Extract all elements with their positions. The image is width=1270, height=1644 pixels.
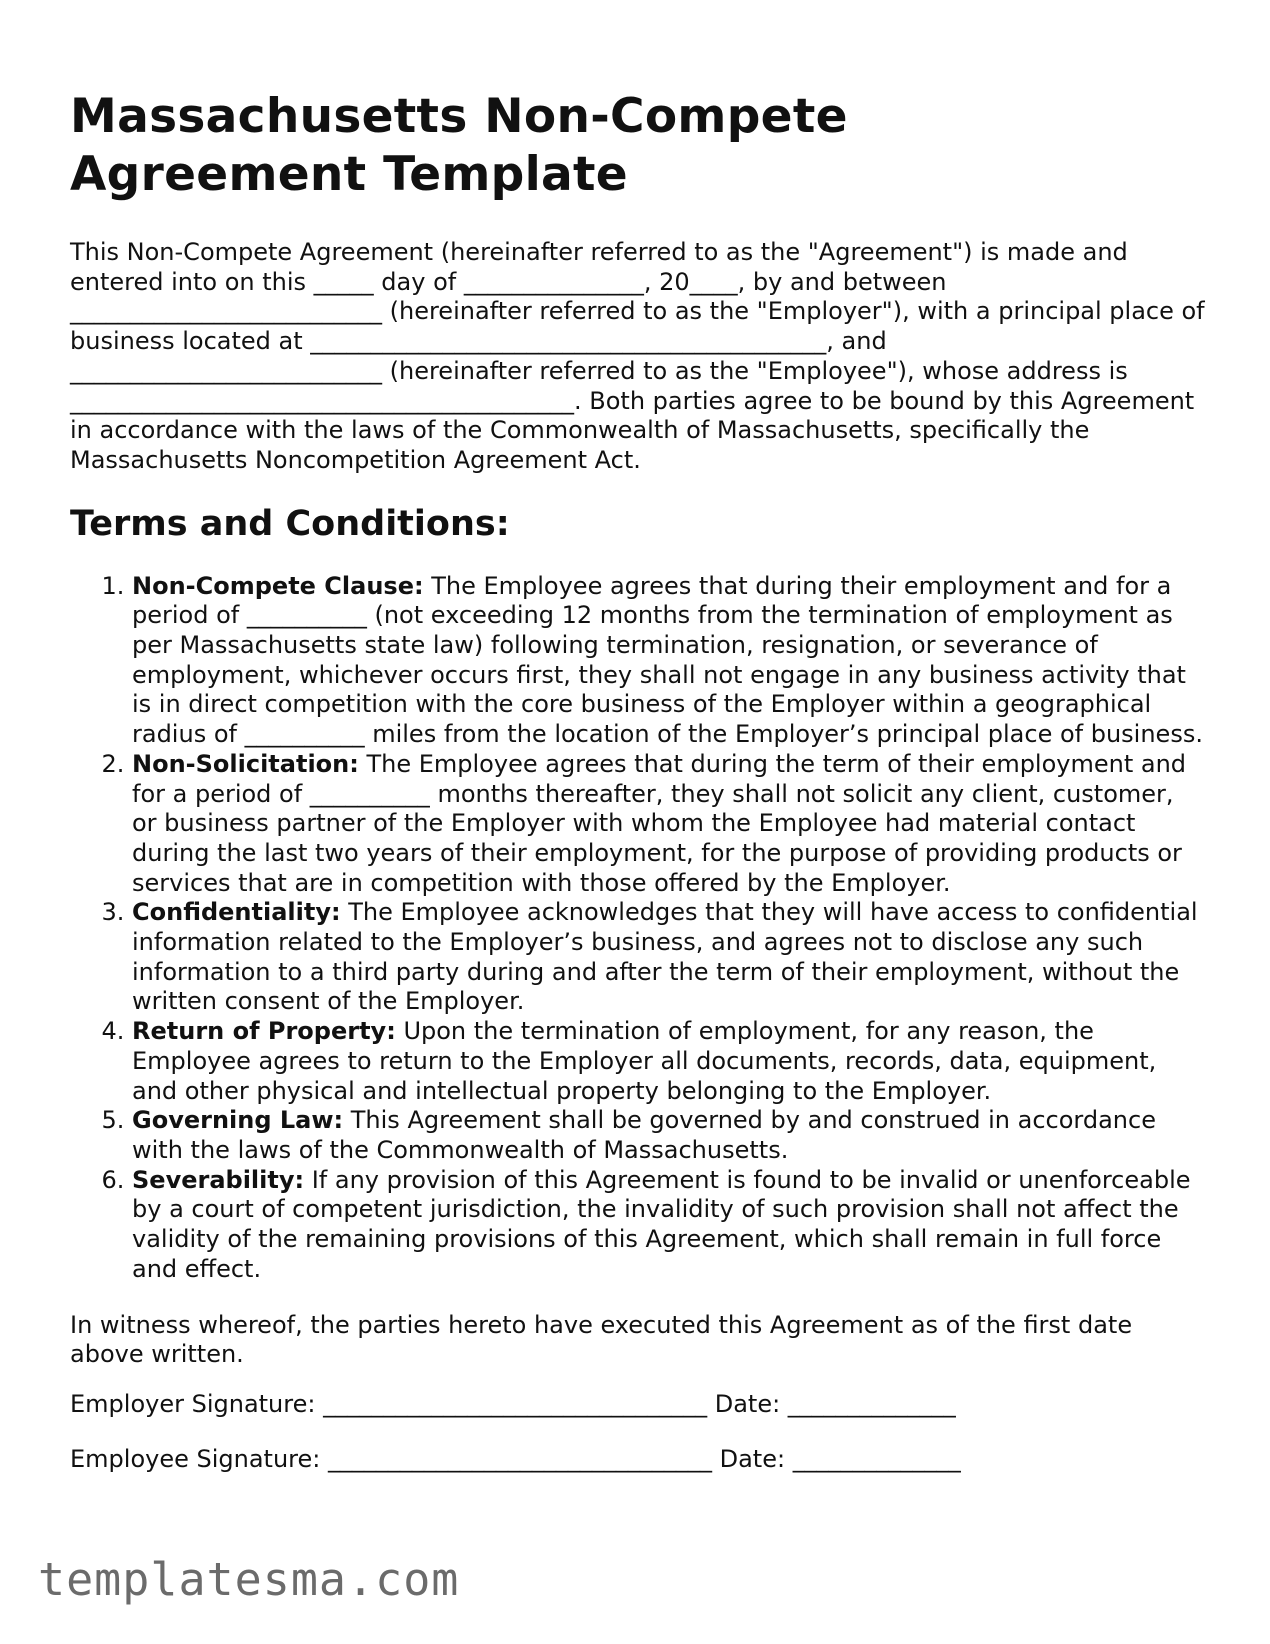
- watermark: templatesma.com: [38, 1553, 460, 1606]
- term-text: The Employee acknowledges that they will have access to confidential information related to the Employer’s business, and agrees not to disclose any such information to a third party during and after the term of their employment, without the written consent of the Employer.: [132, 898, 1198, 1016]
- title-line-1: Massachusetts Non-Compete: [70, 89, 848, 144]
- term-item: [132, 1017, 1205, 1106]
- term-label: Non-Solicitation:: [132, 749, 359, 778]
- intro-paragraph: This Non-Compete Agreement (hereinafter referred to as the "Agreement") is made and entered into on this _____ day of _______________, 20____, by and between __________________________ (hereinafter referred to as the "Employer"), with a principal place of business located at ___________________________________________, and __________________________ (hereinafter referred to as the "Employee"), whose address is __________________________________________. Both parties agree to be bound by this Agreement in accordance with the laws of the Commonwealth of Massachusetts, specifically the Massachusetts Noncompetition Agreement Act.: [70, 238, 1213, 474]
- term-label: Confidentiality:: [132, 898, 341, 927]
- term-item: [132, 572, 1205, 750]
- term-text: If any provision of this Agreement is found to be invalid or unenforceable by a court of competent jurisdiction, the invalidity of such provision shall not affect the validity of the remaining provisions of this Agreement, which shall remain in full force and effect.: [132, 1165, 1191, 1283]
- term-item: [132, 1106, 1205, 1165]
- document-title: [70, 88, 1205, 204]
- term-label: Non-Compete Clause:: [132, 571, 424, 600]
- witness-paragraph: In witness whereof, the parties hereto have executed this Agreement as of the first date above written.: [70, 1310, 1133, 1369]
- term-label: Return of Property:: [132, 1017, 396, 1046]
- terms-heading: Terms and Conditions:: [70, 503, 510, 544]
- terms-list: [70, 572, 1205, 1285]
- term-text: This Agreement shall be governed by and construed in accordance with the laws of the Commonwealth of Massachusetts.: [132, 1106, 1156, 1164]
- employee-signature-line: Employee Signature: ________________________________ Date: ______________: [70, 1444, 961, 1473]
- term-text: Upon the termination of employment, for any reason, the Employee agrees to return to the Employer all documents, records, data, equipment, and other physical and intellectual property belonging to the Employer.: [132, 1017, 1157, 1105]
- term-item: [132, 898, 1205, 1017]
- term-item: [132, 750, 1205, 899]
- employer-signature-line: Employer Signature: ________________________________ Date: ______________: [70, 1389, 956, 1418]
- term-item: [132, 1166, 1205, 1285]
- term-label: Governing Law:: [132, 1106, 344, 1135]
- term-text: The Employee agrees that during the term of their employment and for a period of __________ months thereafter, they shall not solicit any client, customer, or business partner of the Employer with whom the Employee had material contact during the last two years of their employment, for the purpose of providing products or services that are in competition with those offered by the Employer.: [132, 749, 1187, 897]
- term-label: Severability:: [132, 1165, 305, 1194]
- title-line-2: Agreement Template: [70, 147, 628, 202]
- document-page: [70, 88, 1213, 1499]
- term-text: The Employee agrees that during their employment and for a period of __________ (not exceeding 12 months from the termination of employment as per Massachusetts state law) following termination, resignation, or severance of employment, whichever occurs first, they shall not engage in any business activity that is in direct competition with the core business of the Employer within a geographical radius of __________ miles from the location of the Employer’s principal place of business.: [132, 571, 1203, 749]
